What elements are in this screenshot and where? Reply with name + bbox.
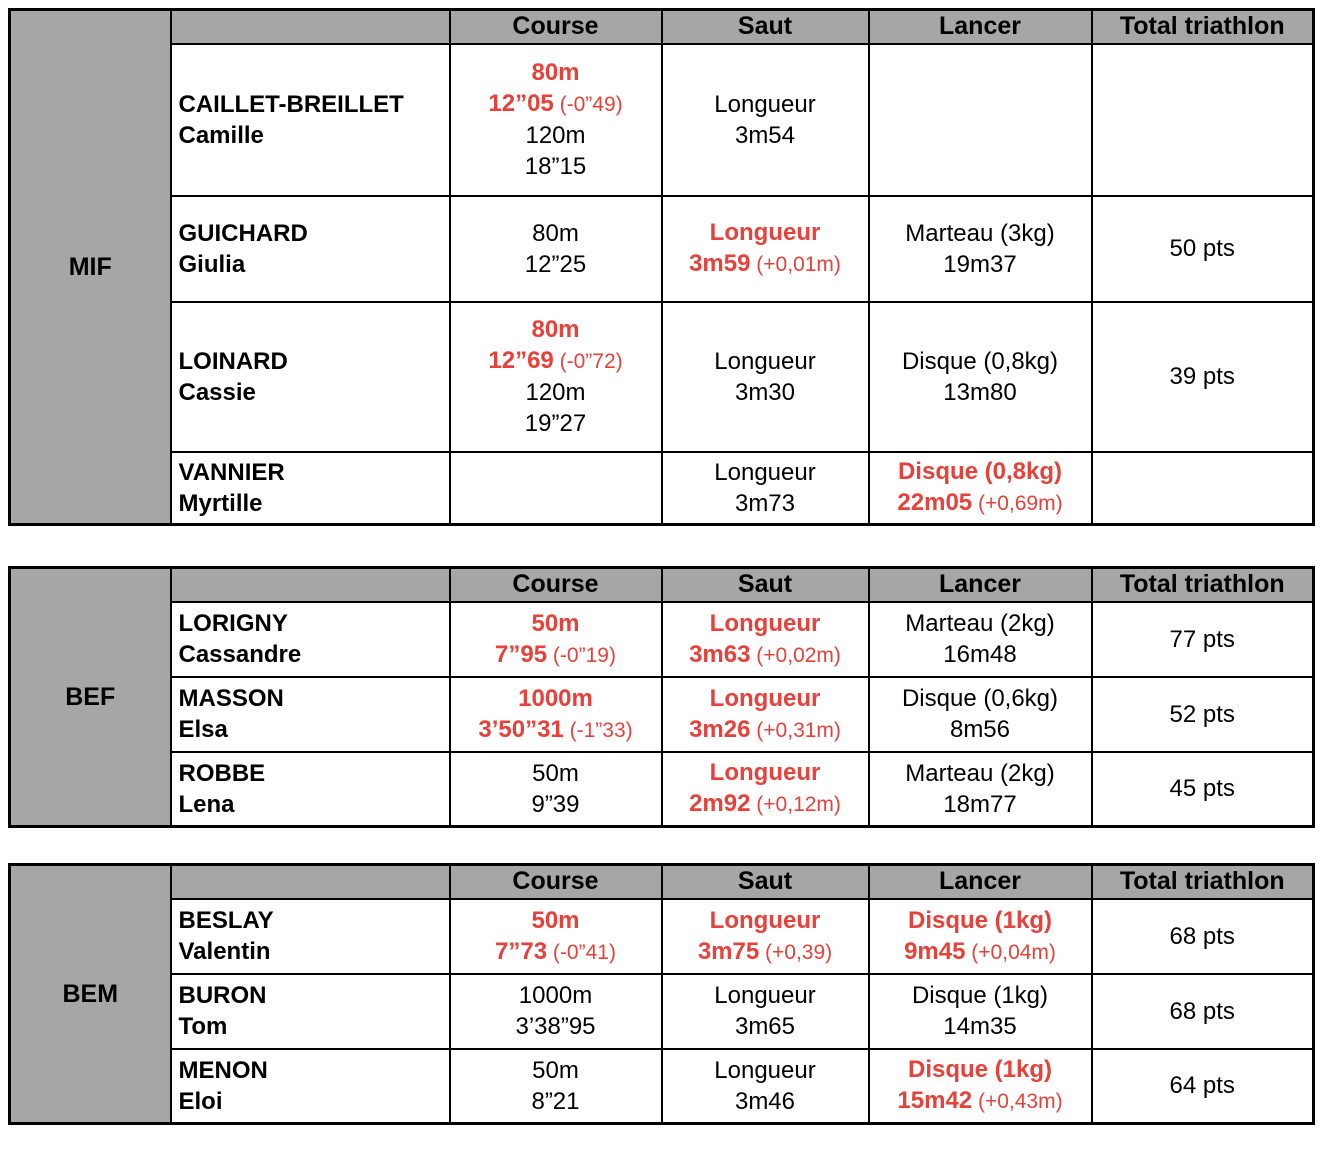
lancer-result-line [872, 980, 1089, 1011]
total-points-cell [1092, 44, 1314, 196]
value-run: 18”15 [524, 153, 587, 180]
total-points-cell: 68 pts [1092, 974, 1314, 1049]
saut-result-line [665, 714, 866, 746]
athlete-name-cell [171, 302, 450, 452]
lancer-result-line [872, 683, 1089, 714]
saut-result-line [665, 1086, 866, 1117]
lancer-result-cell [869, 752, 1092, 827]
saut-result-cell [662, 302, 869, 452]
lancer-result-cell [869, 44, 1092, 196]
athlete-firstname: Camille [178, 121, 264, 149]
athlete-name-cell [171, 974, 450, 1049]
value-run: (-1”33) [563, 718, 633, 742]
total-points-cell: 39 pts [1092, 302, 1314, 452]
athlete-row [10, 302, 1314, 452]
value-run: 14m35 [943, 1013, 1017, 1040]
value-run: 50m [532, 1056, 579, 1084]
value-run: 1000m [518, 684, 593, 712]
value-run: 3m46 [734, 1087, 796, 1115]
value-run: 3m73 [734, 489, 796, 517]
saut-result-line [665, 217, 866, 248]
athlete-row [10, 602, 1314, 677]
athlete-row [10, 196, 1314, 302]
results-table-bef [8, 566, 1315, 828]
name-column-header-empty [171, 865, 450, 899]
athlete-lastname: VANNIER [178, 458, 285, 486]
total-points-cell: 68 pts [1092, 899, 1314, 974]
value-run: 8m56 [949, 716, 1011, 743]
athlete-row [10, 1049, 1314, 1124]
tables-root [8, 8, 1324, 1125]
value-run: (-0”49) [553, 93, 623, 116]
value-run: Marteau (3kg) [905, 219, 1055, 247]
value-run: Disque (1kg) [911, 982, 1049, 1009]
course-result-line [453, 639, 659, 671]
lancer-result-line [872, 936, 1089, 968]
athlete-row [10, 752, 1314, 827]
saut-result-line [665, 683, 866, 714]
lancer-result-line [872, 346, 1089, 377]
value-run: 3m65 [734, 1013, 796, 1040]
value-run: (+0,39) [759, 940, 833, 964]
course-result-line [453, 1011, 659, 1042]
value-run: 120m [525, 122, 586, 149]
course-result-line [453, 789, 659, 820]
results-table-mif [8, 8, 1315, 526]
athlete-lastname: LOINARD [178, 347, 288, 375]
athlete-name-cell [171, 452, 450, 525]
course-result-cell [450, 602, 662, 677]
value-run: (-0”72) [553, 350, 623, 373]
saut-result-line [665, 608, 866, 639]
lancer-result-cell [869, 1049, 1092, 1124]
saut-result-line [665, 457, 866, 488]
athlete-firstname: Eloi [178, 1087, 223, 1115]
course-result-line [453, 377, 659, 408]
saut-result-line [665, 936, 866, 968]
value-run: Disque (1kg) [907, 906, 1053, 934]
value-run: 19m37 [943, 250, 1017, 278]
lancer-result-line [872, 714, 1089, 745]
value-run: Longueur [714, 982, 816, 1009]
value-run: 7”95 [495, 640, 548, 668]
category-label-bef: BEF [10, 568, 171, 827]
header-saut: Saut [662, 865, 869, 899]
lancer-result-line [872, 218, 1089, 249]
header-total: Total triathlon [1092, 10, 1314, 44]
value-run: Longueur [714, 1056, 816, 1084]
lancer-result-cell [869, 974, 1092, 1049]
value-run: 7”73 [495, 937, 548, 965]
header-total: Total triathlon [1092, 568, 1314, 602]
value-run: 80m [532, 219, 579, 247]
course-result-line [453, 905, 659, 936]
value-run: 1000m [518, 982, 593, 1009]
course-result-line [453, 758, 659, 789]
value-run: 13m80 [943, 378, 1017, 406]
saut-result-cell [662, 752, 869, 827]
course-result-line [453, 1055, 659, 1086]
course-result-line [453, 345, 659, 377]
lancer-result-cell [869, 196, 1092, 302]
total-points-cell: 64 pts [1092, 1049, 1314, 1124]
saut-result-line [665, 89, 866, 120]
value-run: 9m45 [904, 937, 966, 965]
lancer-result-line [872, 1054, 1089, 1085]
course-result-line [453, 151, 659, 182]
athlete-firstname: Cassie [178, 378, 256, 406]
value-run: 12”05 [488, 90, 554, 117]
value-run: 3m59 [689, 250, 751, 277]
header-course: Course [450, 10, 662, 44]
value-run: 3m63 [689, 640, 751, 668]
value-run: 50m [532, 759, 579, 787]
value-run: 18m77 [943, 790, 1017, 818]
value-run: 3m54 [734, 121, 796, 149]
value-run: (+0,04m) [965, 940, 1056, 964]
value-run: Disque (0,6kg) [901, 685, 1059, 712]
athlete-firstname: Tom [178, 1013, 228, 1040]
value-run: 80m [531, 59, 580, 86]
athlete-lastname: CAILLET-BREILLET [178, 90, 404, 118]
course-result-line [453, 936, 659, 968]
saut-result-line [665, 120, 866, 151]
course-result-cell [450, 974, 662, 1049]
athlete-lastname: LORIGNY [178, 610, 288, 637]
value-run: 50m [531, 609, 580, 637]
value-run: 8”21 [531, 1087, 580, 1115]
course-result-cell [450, 302, 662, 452]
value-run: 2m92 [689, 790, 751, 818]
value-run: Longueur [714, 347, 816, 375]
lancer-result-cell [869, 899, 1092, 974]
athlete-name-cell [171, 677, 450, 752]
course-result-line [453, 88, 659, 120]
saut-result-line [665, 639, 866, 671]
value-run: (+0,12m) [750, 793, 841, 817]
athlete-name-cell [171, 196, 450, 302]
saut-result-cell [662, 974, 869, 1049]
value-run: 9”39 [531, 790, 580, 818]
lancer-result-cell [869, 452, 1092, 525]
athlete-firstname: Giulia [178, 250, 246, 278]
name-column-header-empty [171, 10, 450, 44]
header-row-bef [10, 568, 1314, 602]
value-run: (-0”19) [547, 643, 616, 667]
athlete-name-cell [171, 602, 450, 677]
lancer-result-line [872, 639, 1089, 670]
saut-result-line [665, 248, 866, 280]
athlete-firstname: Lena [178, 790, 235, 818]
course-result-line [453, 714, 659, 746]
value-run: 3m75 [697, 937, 760, 965]
category-label-mif: MIF [10, 10, 171, 525]
athlete-lastname: ROBBE [178, 759, 266, 787]
value-run: (-0”41) [547, 940, 616, 964]
total-points-cell: 50 pts [1092, 196, 1314, 302]
header-course: Course [450, 568, 662, 602]
course-result-line [453, 120, 659, 151]
athlete-name-cell [171, 752, 450, 827]
saut-result-cell [662, 44, 869, 196]
course-result-line [453, 683, 659, 714]
athlete-name-cell [171, 44, 450, 196]
athlete-name-cell [171, 899, 450, 974]
saut-result-line [665, 488, 866, 519]
header-saut: Saut [662, 10, 869, 44]
athlete-firstname: Valentin [178, 938, 271, 965]
value-run: Longueur [714, 458, 816, 486]
header-lancer: Lancer [869, 568, 1092, 602]
value-run: (+0,69m) [972, 492, 1063, 516]
value-run: 22m05 [897, 489, 973, 517]
value-run: (+0,43m) [972, 1090, 1063, 1114]
saut-result-cell [662, 1049, 869, 1124]
lancer-result-line [872, 487, 1089, 519]
lancer-result-cell [869, 677, 1092, 752]
value-run: Disque (1kg) [907, 1056, 1053, 1084]
total-points-cell: 77 pts [1092, 602, 1314, 677]
course-result-cell [450, 196, 662, 302]
value-run: Marteau (2kg) [905, 610, 1055, 637]
value-run: Marteau (2kg) [905, 759, 1055, 787]
athlete-lastname: MENON [178, 1056, 268, 1084]
value-run: 16m48 [943, 641, 1017, 668]
course-result-line [453, 408, 659, 439]
athlete-row [10, 677, 1314, 752]
saut-result-cell [662, 602, 869, 677]
lancer-result-line [872, 608, 1089, 639]
athlete-name-cell [171, 1049, 450, 1124]
value-run: 12”69 [488, 347, 554, 374]
course-result-cell [450, 452, 662, 525]
value-run: 80m [531, 316, 580, 343]
athlete-lastname: GUICHARD [178, 219, 308, 247]
header-row-mif [10, 10, 1314, 44]
saut-result-line [665, 346, 866, 377]
athlete-row [10, 44, 1314, 196]
total-points-cell: 52 pts [1092, 677, 1314, 752]
value-run: 3m26 [689, 715, 751, 743]
lancer-result-cell [869, 602, 1092, 677]
value-run: 3m30 [734, 378, 796, 406]
lancer-result-line [872, 456, 1089, 487]
total-points-cell [1092, 452, 1314, 525]
saut-result-line [665, 905, 866, 936]
header-row-bem [10, 865, 1314, 899]
course-result-cell [450, 677, 662, 752]
saut-result-line [665, 1055, 866, 1086]
value-run: 3’38”95 [515, 1013, 596, 1040]
course-result-cell [450, 1049, 662, 1124]
header-total: Total triathlon [1092, 865, 1314, 899]
lancer-result-line [872, 249, 1089, 280]
course-result-line [453, 218, 659, 249]
lancer-result-line [872, 905, 1089, 936]
course-result-cell [450, 899, 662, 974]
value-run: (+0,01m) [750, 253, 841, 276]
course-result-cell [450, 44, 662, 196]
value-run: Longueur [709, 684, 821, 712]
value-run: (+0,02m) [750, 643, 841, 667]
saut-result-line [665, 757, 866, 788]
lancer-result-line [872, 377, 1089, 408]
athlete-lastname: MASSON [178, 685, 284, 712]
value-run: 3’50”31 [478, 715, 564, 743]
value-run: Longueur [709, 906, 821, 934]
lancer-result-line [872, 789, 1089, 820]
athlete-firstname: Myrtille [178, 489, 263, 517]
value-run: Longueur [714, 90, 816, 118]
value-run: 12”25 [524, 250, 587, 278]
lancer-result-cell [869, 302, 1092, 452]
header-lancer: Lancer [869, 10, 1092, 44]
athlete-row [10, 974, 1314, 1049]
course-result-line [453, 314, 659, 345]
lancer-result-line [872, 1011, 1089, 1042]
category-label-bem: BEM [10, 865, 171, 1124]
value-run: (+0,31m) [750, 718, 841, 742]
lancer-result-line [872, 1085, 1089, 1117]
course-result-line [453, 980, 659, 1011]
value-run: Disque (0,8kg) [901, 347, 1059, 375]
name-column-header-empty [171, 568, 450, 602]
saut-result-cell [662, 677, 869, 752]
lancer-result-line [872, 758, 1089, 789]
header-course: Course [450, 865, 662, 899]
value-run: Longueur [709, 609, 821, 637]
course-result-line [453, 57, 659, 88]
saut-result-line [665, 788, 866, 820]
athlete-row [10, 452, 1314, 525]
value-run: 50m [531, 906, 580, 934]
saut-result-cell [662, 899, 869, 974]
value-run: Longueur [709, 219, 821, 246]
total-points-cell: 45 pts [1092, 752, 1314, 827]
value-run: Longueur [709, 759, 821, 787]
saut-result-cell [662, 452, 869, 525]
results-table-bem [8, 863, 1315, 1125]
saut-result-line [665, 377, 866, 408]
header-saut: Saut [662, 568, 869, 602]
course-result-line [453, 608, 659, 639]
athlete-row [10, 899, 1314, 974]
saut-result-line [665, 980, 866, 1011]
value-run: 15m42 [897, 1087, 973, 1115]
athlete-lastname: BESLAY [178, 907, 274, 934]
value-run: Disque (0,8kg) [897, 458, 1063, 486]
saut-result-cell [662, 196, 869, 302]
athlete-firstname: Elsa [178, 716, 228, 743]
value-run: 19”27 [524, 410, 587, 437]
saut-result-line [665, 1011, 866, 1042]
course-result-cell [450, 752, 662, 827]
athlete-firstname: Cassandre [178, 641, 302, 668]
course-result-line [453, 249, 659, 280]
value-run: 120m [525, 379, 586, 406]
header-lancer: Lancer [869, 865, 1092, 899]
athlete-lastname: BURON [178, 982, 267, 1009]
course-result-line [453, 1086, 659, 1117]
